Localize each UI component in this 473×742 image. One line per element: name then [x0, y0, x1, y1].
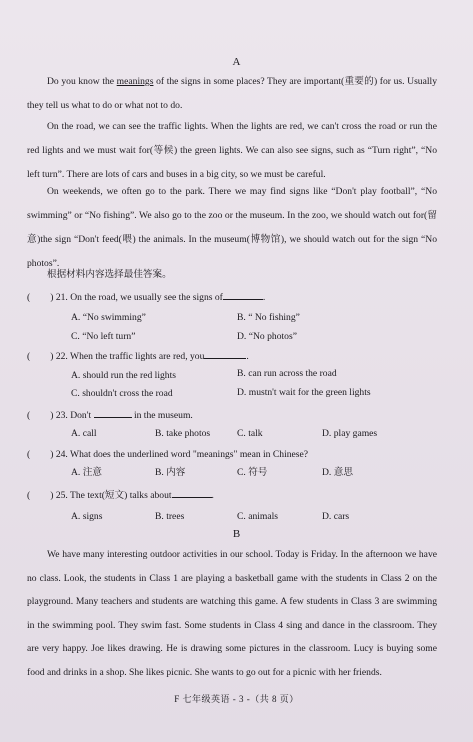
question-tail: .: [211, 490, 214, 501]
question-stem: 21. On the road, we usually see the signs of: [55, 292, 223, 303]
p1-text-pre: Do you know the: [47, 76, 117, 87]
question-21: [27, 290, 265, 305]
question-stem: 23. Don't: [55, 410, 92, 421]
option-25-d: D. cars: [322, 511, 350, 522]
option-24-c: C. 符号: [237, 467, 268, 478]
answer-blank[interactable]: [204, 349, 246, 359]
option-23-b: B. take photos: [155, 428, 211, 439]
option-22-b: B. can run across the road: [237, 368, 337, 379]
answer-paren-close: ): [50, 490, 54, 501]
option-21-a: A. “No swimming”: [71, 312, 146, 323]
section-a-title: A: [232, 56, 241, 68]
p1-text-post: of the signs in some places? They are important(重要的) for us. Usually they tell us what to do or what not to do.: [27, 76, 437, 111]
question-25: [27, 488, 214, 503]
option-22-d: D. mustn't wait for the green lights: [237, 387, 371, 398]
question-tail: .: [262, 292, 266, 303]
passage-a-paragraph-3: [27, 180, 437, 276]
option-25-a: A. signs: [71, 511, 103, 522]
answer-paren-open: (: [27, 490, 31, 501]
answer-paren-open: (: [27, 292, 31, 303]
option-21-c: C. “No left turn”: [71, 331, 136, 342]
question-23: [27, 408, 193, 423]
option-23-a: A. call: [71, 428, 97, 439]
answer-paren-close: ): [50, 351, 54, 362]
question-tail: .: [246, 351, 249, 362]
passage-b-paragraph: [27, 543, 437, 684]
answer-blank[interactable]: [172, 488, 212, 498]
option-24-a: A. 注意: [71, 467, 102, 478]
option-25-c: C. animals: [237, 511, 279, 522]
question-stem: 22. When the traffic lights are red, you: [55, 351, 205, 362]
passage-b-text: We have many interesting outdoor activities in our school. Today is Friday. In the afternoon we have no class. Look, the students in Class 1 are playing a basketball game with the students in Class 2 on the playground. Many teachers and students are watching this game. A few students in Class 3 are swimming in the swimming pool. They swim fast. Some students in Class 4 sing and dance in the classroom. They are very happy. Joe likes drawing. He is drawing some pictures in the classroom. Lucy is buying some food and drinks in a shop. She likes picnic. She wants to go out for a picnic with her friends.: [27, 549, 437, 678]
p2-text: On the road, we can see the traffic lights. When the lights are red, we can't cross the road or run the red lights and we must wait for(等候) the green lights. We can also see signs, such as “Turn right”, “No left turn”. There are lots of cars and buses in a big city, so we must be careful.: [27, 121, 437, 180]
question-tail: in the museum.: [133, 410, 193, 421]
option-25-b: B. trees: [155, 511, 185, 522]
passage-a-paragraph-2: [27, 115, 437, 187]
option-23-d: D. play games: [322, 428, 378, 439]
option-22-a: A. should run the red lights: [71, 370, 176, 381]
answer-paren-close: ): [50, 449, 54, 460]
answer-paren-open: (: [27, 351, 31, 362]
answer-paren-open: (: [27, 449, 31, 460]
answer-paren-open: (: [27, 410, 31, 421]
instruction: 根据材料内容选择最佳答案。: [47, 269, 172, 280]
question-24: [27, 448, 308, 462]
option-21-d: D. “No photos”: [237, 331, 297, 342]
option-23-c: C. talk: [237, 428, 263, 439]
question-22: [27, 349, 249, 364]
passage-a-paragraph-1: [27, 70, 437, 118]
answer-paren-close: ): [50, 292, 54, 303]
option-24-d: D. 意思: [322, 467, 353, 478]
answer-paren-close: ): [50, 410, 54, 421]
answer-blank[interactable]: [94, 408, 132, 418]
option-24-b: B. 内容: [155, 467, 186, 478]
option-21-b: B. “ No fishing”: [237, 312, 300, 323]
question-stem: 24. What does the underlined word "meanings" mean in Chinese?: [55, 449, 309, 460]
option-22-c: C. shouldn't cross the road: [71, 388, 173, 399]
page-footer: F 七年级英语 - 3 -（共 8 页）: [174, 694, 299, 704]
p3-text: On weekends, we often go to the park. There we may find signs like “Don't play football”, “No swimming” or “No fishing”. We also go to the zoo or the museum. In the zoo, we should watch out for(留意)the sign “Don't feed(喂) the animals. In the museum(博物馆), we should watch out for the sign “No photos”.: [27, 186, 437, 269]
answer-blank[interactable]: [223, 290, 263, 300]
underlined-word-meanings: meanings: [116, 76, 154, 87]
section-b-title: B: [232, 528, 241, 540]
question-stem: 25. The text(短文) talks about: [55, 490, 172, 501]
